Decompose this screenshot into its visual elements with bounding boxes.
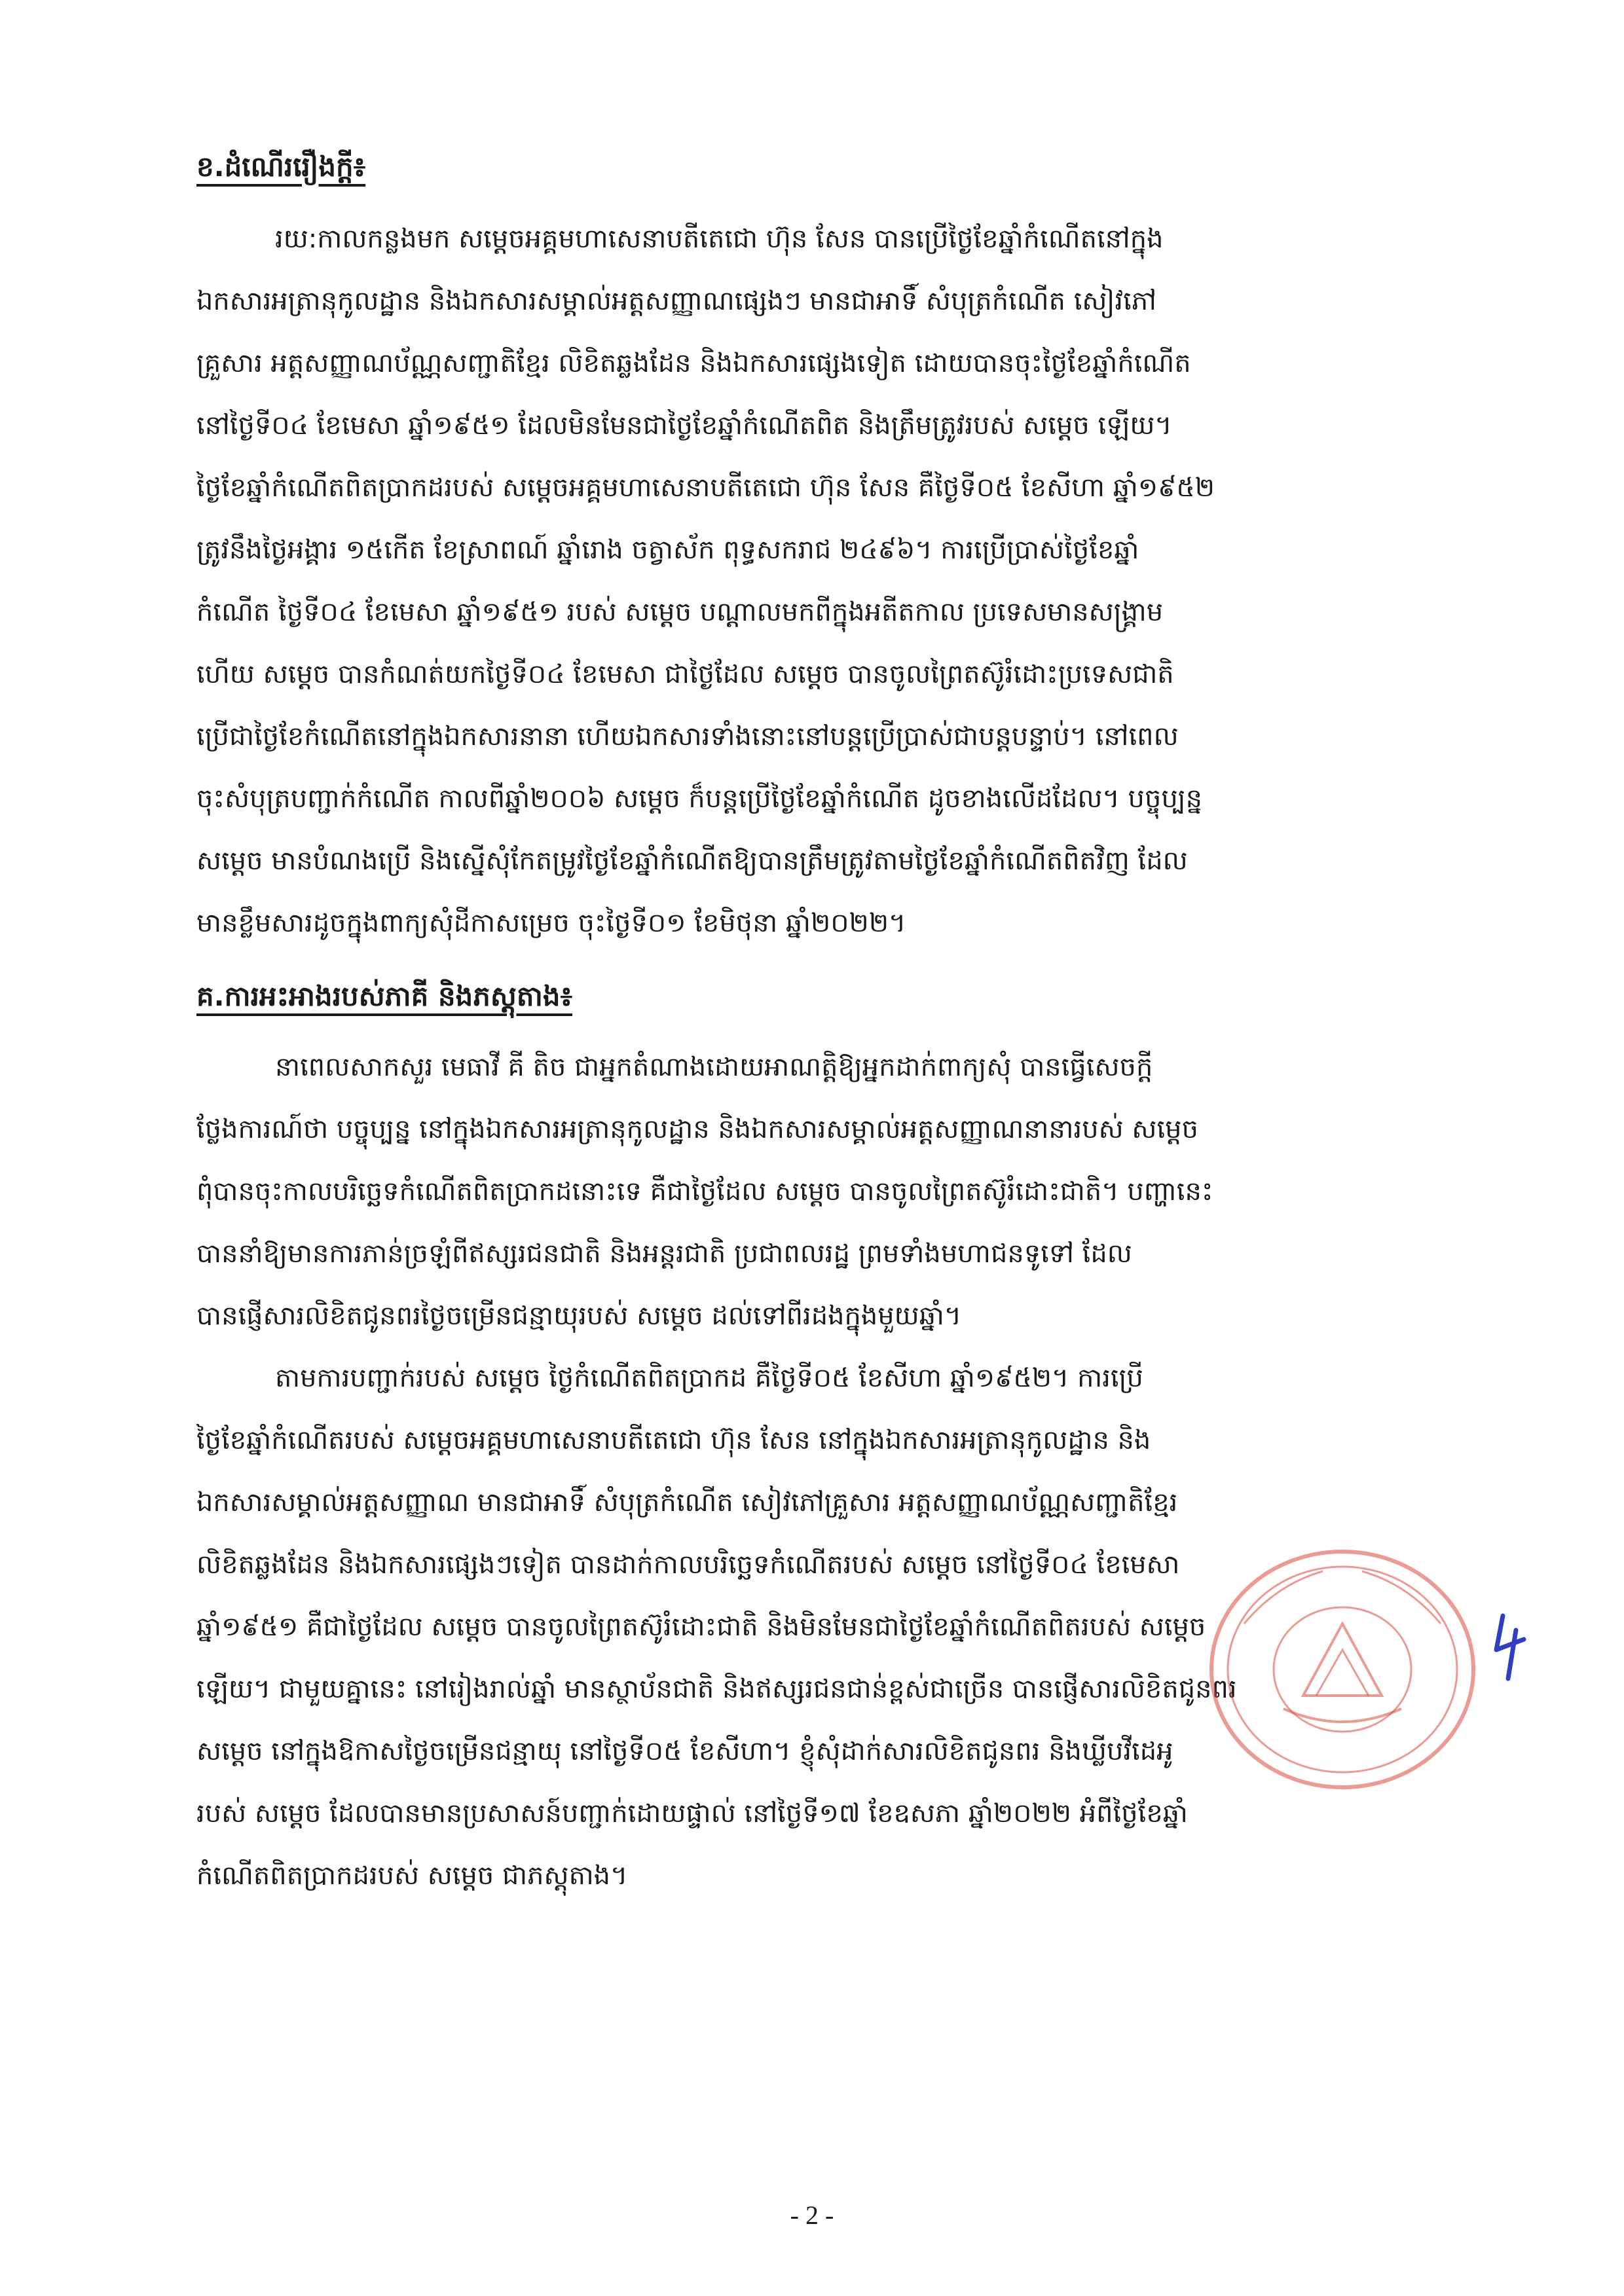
section-b-line-2: ឯកសារអត្រានុកូលដ្ឋាន និងឯកសារសម្គាល់អត្តសញ្ញាណផ្សេងៗ មានជាអាទិ៍ សំបុត្រកំណើត សៀវភៅ xyxy=(196,286,1156,316)
section-c-line-14: កំណើតពិតប្រាកដរបស់ សម្តេច ជាភស្តុតាង។ xyxy=(196,1861,628,1891)
section-c-line-4: បាននាំឱ្យមានការភាន់ច្រឡំពីឥស្សរជនជាតិ និងអន្តរជាតិ ប្រជាពលរដ្ឋ ព្រមទាំងមហាជនទូទៅ ដែល xyxy=(196,1239,1132,1269)
section-b-line-3: គ្រួសារ អត្តសញ្ញាណប័ណ្ណសញ្ជាតិខ្មែរ លិខិតឆ្លងដែន និងឯកសារផ្សេងទៀត ដោយបានចុះថ្ងៃខែឆ្នាំកំណើត xyxy=(196,348,1191,378)
section-b-line-10: ចុះសំបុត្របញ្ជាក់កំណើត កាលពីឆ្នាំ២០០៦ សម្តេច ក៏បន្តប្រើថ្ងៃខែឆ្នាំកំណើត ដូចខាងលើដដែល។ បច្ចុប្បន្ន xyxy=(196,784,1203,814)
section-c-line-3: ពុំបានចុះកាលបរិច្ឆេទកំណើតពិតប្រាកដនោះទេ គឺជាថ្ងៃដែល សម្តេច បានចូលព្រៃតស៊ូរំដោះជាតិ។ បញ្ហានេះ xyxy=(196,1176,1213,1207)
section-b-line-5: ថ្ងៃខែឆ្នាំកំណើតពិតប្រាកដរបស់ សម្តេចអគ្គមហាសេនាបតីតេជោ ហ៊ុន សែន គឺថ្ងៃទី០៥ ខែសីហា ឆ្នាំ១៩៥២ xyxy=(196,473,1215,503)
section-c-line-13: របស់ សម្តេច ដែលបានមានប្រសាសន៍បញ្ជាក់ដោយផ្ទាល់ នៅថ្ងៃទី១៧ ខែឧសភា ឆ្នាំ២០២២ អំពីថ្ងៃខែឆ្នាំ xyxy=(196,1798,1188,1829)
section-b-line-12: មានខ្លឹមសារដូចក្នុងពាក្យសុំដីកាសម្រេច ចុះថ្ងៃទី០១ ខែមិថុនា ឆ្នាំ២០២២។ xyxy=(196,908,906,938)
section-b-line-6: ត្រូវនឹងថ្ងៃអង្គារ ១៥កើត ខែស្រាពណ៍ ឆ្នាំរោង ចត្វាស័ក ពុទ្ធសករាជ ២៤៩៦។ ការប្រើប្រាស់ថ្ងៃខែឆ្នាំ xyxy=(196,535,1139,565)
section-b-line-7: កំណើត ថ្ងៃទី០៤ ខែមេសា ឆ្នាំ១៩៥១ របស់ សម្តេច បណ្តាលមកពីក្នុងអតីតកាល ប្រទេសមានសង្គ្រាម xyxy=(196,597,1164,627)
section-b-line-11: សម្តេច មានបំណងប្រើ និងស្នើសុំកែតម្រូវថ្ងៃខែឆ្នាំកំណើតឱ្យបានត្រឹមត្រូវតាមថ្ងៃខែឆ្នាំកំណើតពិតវិញ ដែល xyxy=(196,846,1188,876)
section-c-line-2: ថ្លែងការណ៍ថា បច្ចុប្បន្ន នៅក្នុងឯកសារអត្រានុកូលដ្ឋាន និងឯកសារសម្គាល់អត្តសញ្ញាណនានារបស់ សម្តេច xyxy=(196,1114,1198,1144)
section-c-line-6: តាមការបញ្ជាក់របស់ សម្តេច ថ្ងៃកំណើតពិតប្រាកដ គឺថ្ងៃទី០៥ ខែសីហា ឆ្នាំ១៩៥២។ ការប្រើ xyxy=(275,1363,1143,1393)
section-c-line-1: នាពេលសាកសួរ មេធាវី គី តិច ជាអ្នកតំណាងដោយអាណត្តិឱ្យអ្នកដាក់ពាក្យសុំ បានធ្វើសេចក្តី xyxy=(275,1052,1153,1082)
section-c-line-11: ឡើយ។ ជាមួយគ្នានេះ នៅរៀងរាល់ឆ្នាំ មានស្ថាប័នជាតិ និងឥស្សរជនជាន់ខ្ពស់ជាច្រើន បានផ្ញើសារលិខិតជូនពរ xyxy=(196,1674,1237,1704)
official-seal-stamp xyxy=(1205,1545,1480,1794)
section-c-line-7: ថ្ងៃខែឆ្នាំកំណើតរបស់ សម្តេចអគ្គមហាសេនាបតីតេជោ ហ៊ុន សែន នៅក្នុងឯកសារអត្រានុកូលដ្ឋាន និង xyxy=(196,1425,1151,1455)
section-c-line-9: លិខិតឆ្លងដែន និងឯកសារផ្សេងៗទៀត បានដាក់កាលបរិច្ឆេទកំណើតរបស់ សម្តេច នៅថ្ងៃទី០៤ ខែមេសា xyxy=(196,1550,1180,1580)
section-c-heading: គ.ការអះអាងរបស់ភាគី និងភស្តុតាង៖ xyxy=(196,980,573,1012)
section-c-line-10: ឆ្នាំ១៩៥១ គឺជាថ្ងៃដែល សម្តេច បានចូលព្រៃតស៊ូរំដោះជាតិ និងមិនមែនជាថ្ងៃខែឆ្នាំកំណើតពិតរបស់ សម្តេច xyxy=(196,1612,1206,1642)
section-c-line-5: បានផ្ញើសារលិខិតជូនពរថ្ងៃចម្រើនជន្មាយុរបស់ សម្តេច ដល់ទៅពីរដងក្នុងមួយឆ្នាំ។ xyxy=(196,1301,962,1331)
handwritten-initial-mark xyxy=(1477,1611,1536,1683)
section-c-line-8: ឯកសារសម្គាល់អត្តសញ្ញាណ មានជាអាទិ៍ សំបុត្រកំណើត សៀវភៅគ្រួសារ អត្តសញ្ញាណប័ណ្ណសញ្ជាតិខ្មែរ xyxy=(196,1487,1178,1518)
section-b-heading: ខ.ដំណើររឿងក្តី៖ xyxy=(196,151,366,183)
section-b-line-9: ប្រើជាថ្ងៃខែកំណើតនៅក្នុងឯកសារនានា ហើយឯកសារទាំងនោះនៅបន្តប្រើប្រាស់ជាបន្តបន្ទាប់។ នៅពេល xyxy=(196,721,1179,752)
section-b-line-4: នៅថ្ងៃទី០៤ ខែមេសា ឆ្នាំ១៩៥១ ដែលមិនមែនជាថ្ងៃខែឆ្នាំកំណើតពិត និងត្រឹមត្រូវរបស់ សម្តេច ឡើយ។ xyxy=(196,410,1172,441)
section-b-line-1: រយ:កាលកន្លងមក សម្តេចអគ្គមហាសេនាបតីតេជោ ហ៊ុន សែន បានប្រើថ្ងៃខែឆ្នាំកំណើតនៅក្នុង xyxy=(275,224,1164,254)
section-c-line-12: សម្តេច នៅក្នុងឱកាសថ្ងៃចម្រើនជន្មាយុ នៅថ្ងៃទី០៥ ខែសីហា។ ខ្ញុំសុំដាក់សារលិខិតជូនពរ និងឃ្លីបវីដេអូ xyxy=(196,1736,1173,1766)
section-b-line-8: ហើយ សម្តេច បានកំណត់យកថ្ងៃទី០៤ ខែមេសា ជាថ្ងៃដែល សម្តេច បានចូលព្រៃតស៊ូរំដោះប្រទេសជាតិ xyxy=(196,659,1174,689)
page-number: - 2 - xyxy=(790,2200,834,2230)
